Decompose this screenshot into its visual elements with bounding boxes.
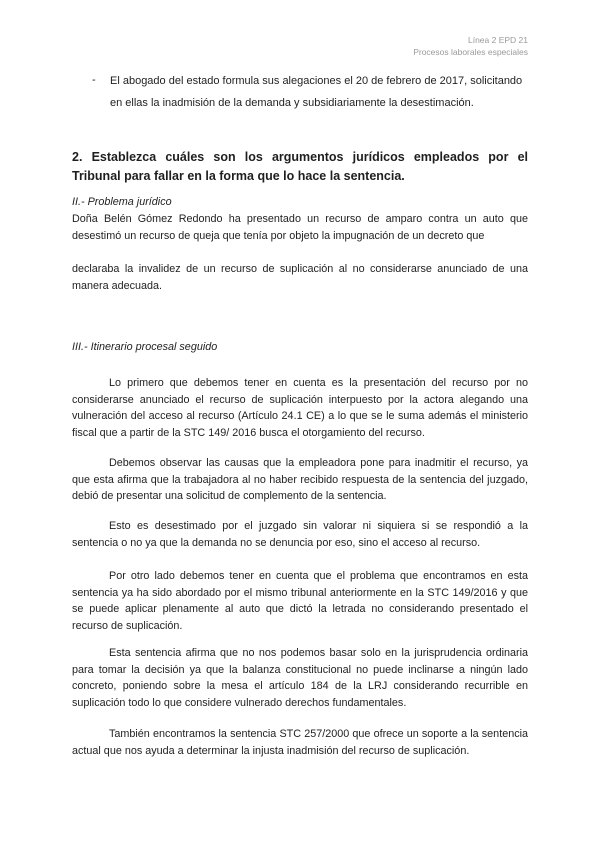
- section-2-paragraph-1: Doña Belén Gómez Redondo ha presentado un recurso de amparo contra un auto que desestimó un recurso de queja que tenía por objeto la impugnación de un decreto que: [72, 213, 528, 242]
- bullet-marker: -: [92, 74, 96, 86]
- section-2-heading: II.- Problema jurídico: [72, 196, 172, 208]
- question-2-heading: 2. Establezca cuáles son los argumentos jurídicos empleados por el Tribunal para fallar en la forma que lo hace la sentencia.: [72, 150, 528, 183]
- header-line-2: Procesos laborales especiales: [413, 47, 528, 57]
- section-3-paragraph-2: Debemos observar las causas que la empleadora pone para inadmitir el recurso, ya que esta afirma que la trabajadora al no haber recibido respuesta de la sentencia del juzgado, debió de presentar una solicitud de complemento de la sentencia.: [72, 457, 528, 502]
- page-header: [413, 34, 528, 58]
- header-line-1: Línea 2 EPD 21: [467, 35, 528, 45]
- section-3-paragraph-5: Esta sentencia afirma que no nos podemos basar solo en la jurisprudencia ordinaria para tomar la decisión ya que la balanza constitucional no puede inclinarse a ningún lado concreto, poniendo sobre la mesa el artículo 184 de la LRJ considerando recurrible en suplicación todo lo que considere vulnerado derechos fundamentales.: [72, 647, 528, 709]
- bullet-text: El abogado del estado formula sus alegaciones el 20 de febrero de 2017, solicitando en ellas la inadmisión de la demanda y subsidiariamente la desestimación.: [110, 75, 523, 109]
- section-3-heading: III.- Itinerario procesal seguido: [72, 341, 218, 353]
- section-3-paragraph-6: También encontramos la sentencia STC 257/2000 que ofrece un soporte a la sentencia actual que nos ayuda a determinar la injusta inadmisión del recurso de suplicación.: [72, 728, 528, 757]
- section-2-paragraph-2: declaraba la invalidez de un recurso de suplicación al no considerarse anunciado de una manera adecuada.: [72, 263, 528, 292]
- section-3-paragraph-4: Por otro lado debemos tener en cuenta que el problema que encontramos en esta sentencia ya ha sido abordado por el mismo tribunal anteriormente en la STC 149/2016 y que se puede aplicar plenamente al auto que dictó la letrada no considerando presentado el recurso de suplicación.: [72, 570, 528, 632]
- section-3-paragraph-1: Lo primero que debemos tener en cuenta es la presentación del recurso por no considerarse anunciado el recurso de suplicación interpuesto por la actora alegando una vulneración del acceso al recurso (Artículo 24.1 CE) a lo que se le suma además el ministerio fiscal que a partir de la STC 149/ 2016 busca el otorgamiento del recurso.: [72, 377, 528, 439]
- section-3-paragraph-3: Esto es desestimado por el juzgado sin valorar ni siquiera si se respondió a la sentencia o no ya que la demanda no se denuncia por eso, sino el acceso al recurso.: [72, 520, 528, 549]
